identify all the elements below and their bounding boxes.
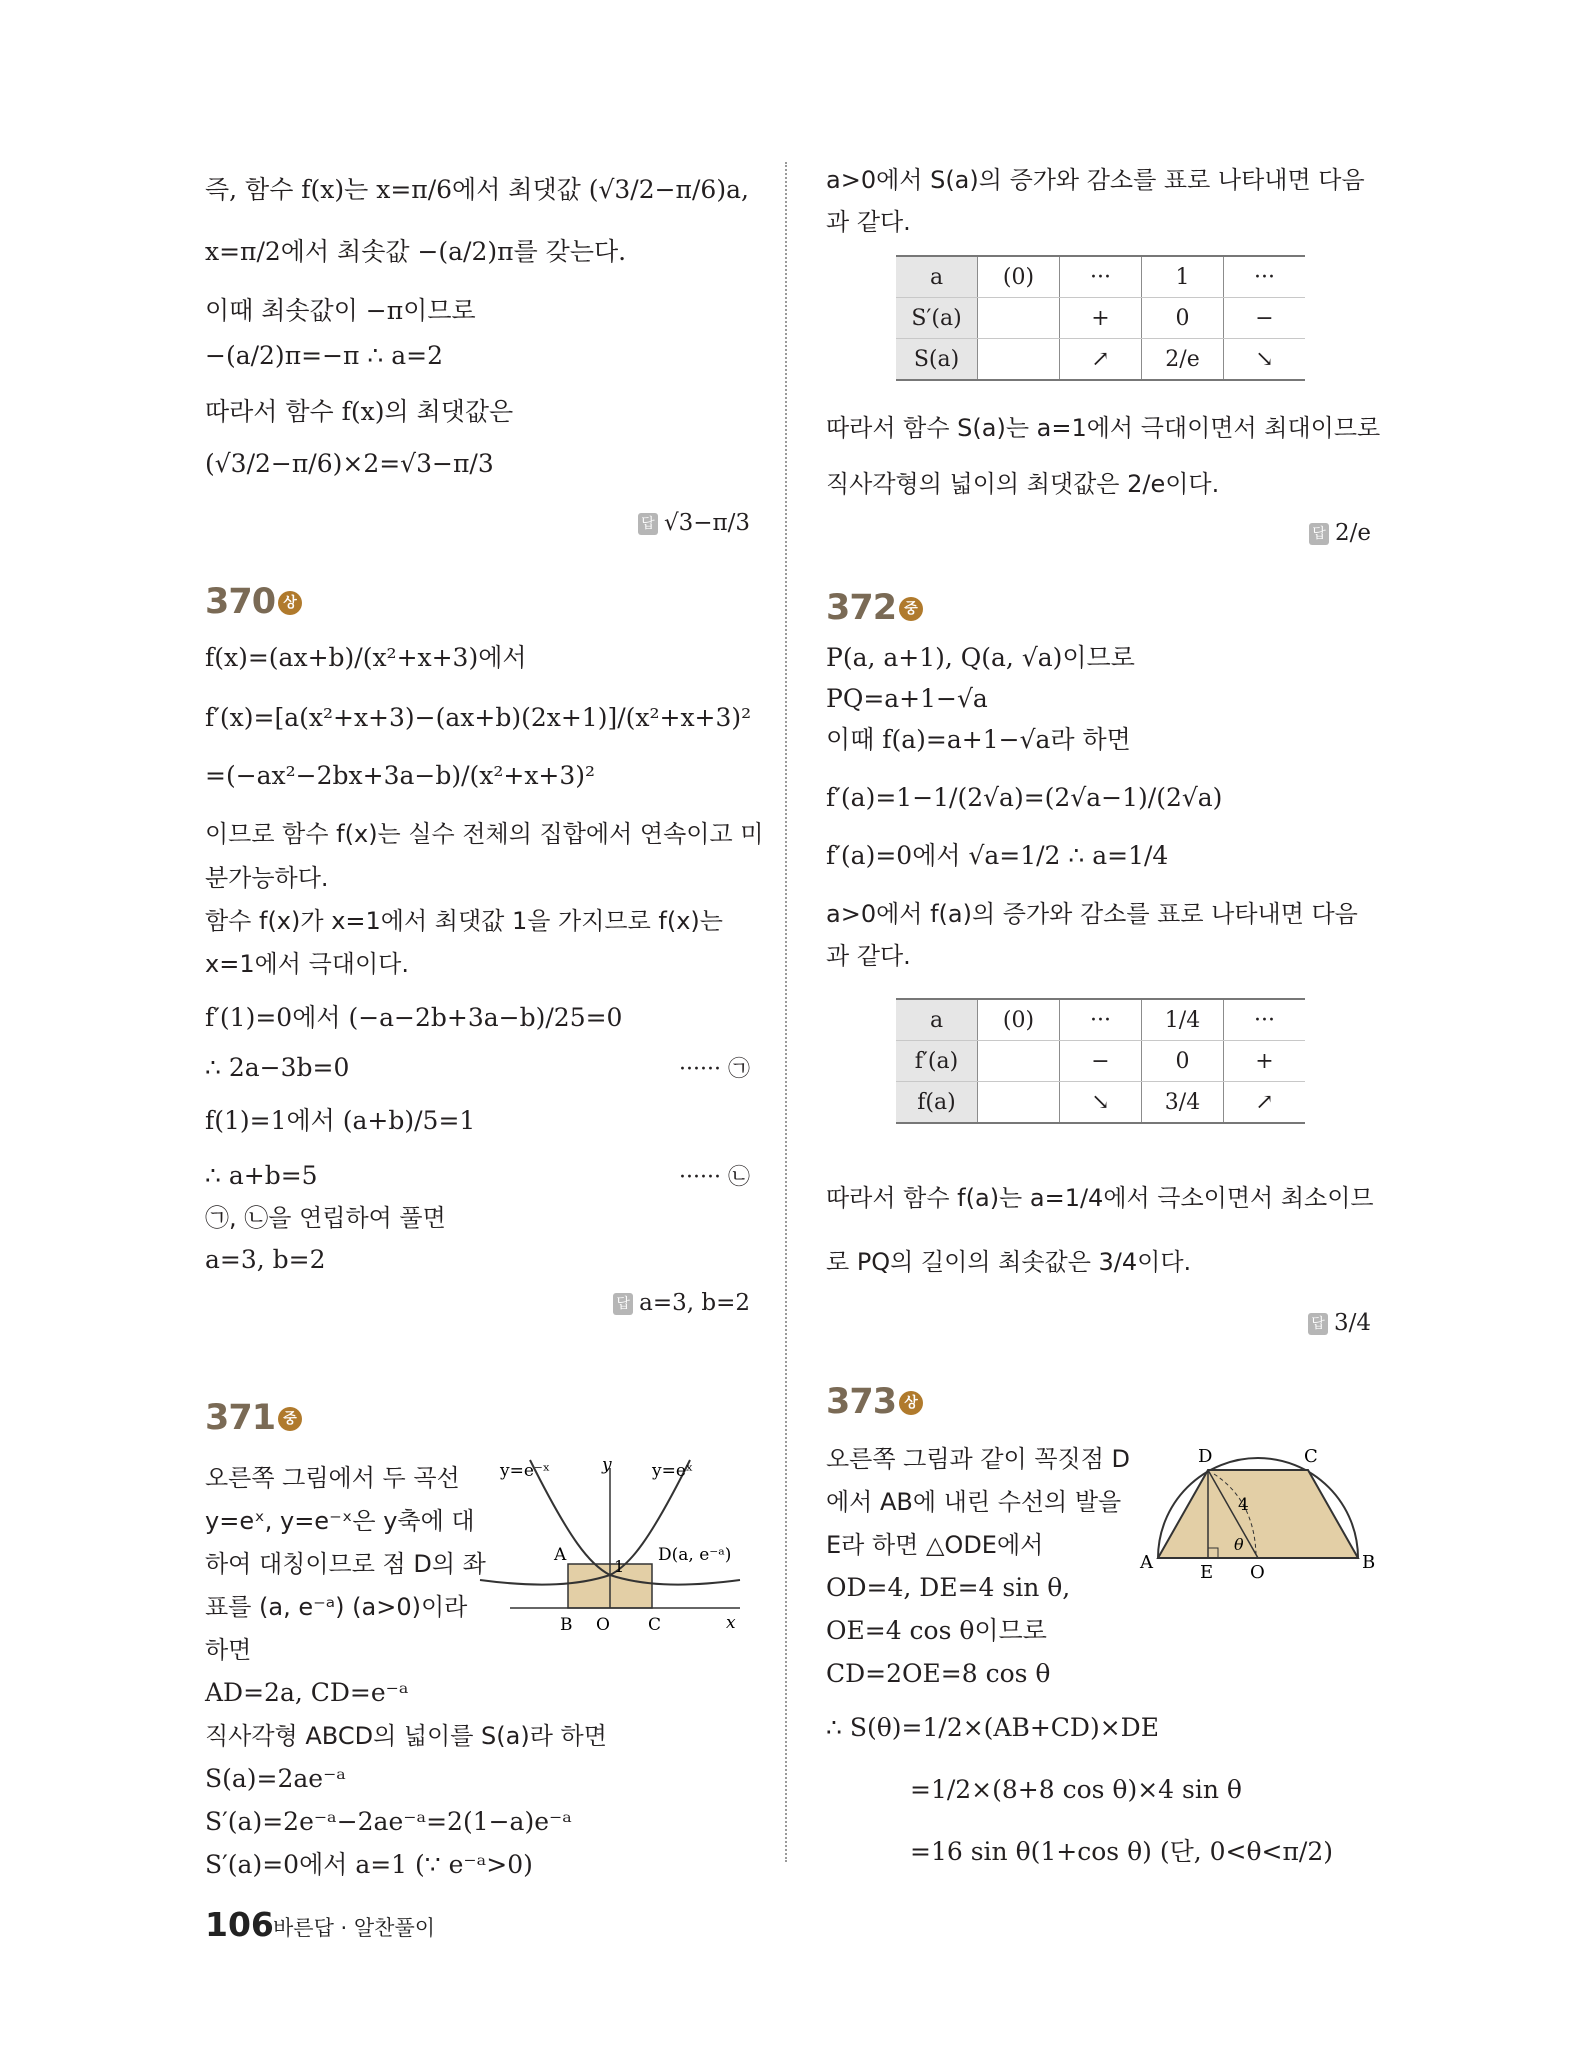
text-line: =(−ax²−2bx+3a−b)/(x²+x+3)² [205,761,596,790]
text-line: 따라서 함수 S(a)는 a=1에서 극대이면서 최대이므로 [826,414,1381,442]
page-number: 106 [205,1905,274,1944]
text-line: S′(a)=0에서 a=1 (∵ e⁻ᵃ>0) [205,1850,533,1879]
table-cell: ··· [1060,999,1142,1041]
text-line: 오른쪽 그림에서 두 곡선 [205,1464,460,1492]
table-row [896,1082,1305,1124]
table-cell: ↘ [1224,339,1306,381]
text-line: OD=4, DE=4 sin θ, [826,1573,1071,1602]
text-line: x=π/2에서 최솟값 −(a/2)π를 갖는다. [205,237,627,266]
table-cell: 0 [1142,1041,1224,1082]
text-line: 이때 최솟값이 −π이므로 [205,296,476,325]
text-line: 직사각형 ABCD의 넓이를 S(a)라 하면 [205,1722,607,1750]
answer-badge-icon: 답 [638,513,658,535]
label-b: B [1362,1552,1376,1573]
trapezoid-abcd [1158,1470,1358,1558]
text-line: 에서 AB에 내린 수선의 발을 [826,1488,1122,1516]
label-e: E [1200,1562,1214,1583]
table-cell [978,298,1060,339]
text-line: 이므로 함수 f(x)는 실수 전체의 집합에서 연속이고 미 [205,820,764,848]
table-cell: + [1224,1041,1306,1082]
table-row [896,339,1305,381]
label-c: C [648,1615,662,1635]
table-cell: 1/4 [1142,999,1224,1041]
text-line: a=3, b=2 [205,1245,326,1274]
variation-table-f [896,998,1305,1124]
text-line: (√3/2−π/6)×2=√3−π/3 [205,449,494,478]
text-line: =16 sin θ(1+cos θ) (단, 0<θ<π/2) [910,1837,1333,1866]
text-line: CD=2OE=8 cos θ [826,1659,1051,1688]
table-cell: − [1224,298,1306,339]
text-line: a>0에서 S(a)의 증가와 감소를 표로 나타내면 다음 [826,166,1365,194]
equation-tag: ······ ㉡ [679,1165,750,1190]
label-o: O [596,1615,610,1635]
problem-number-370 [205,582,302,622]
table-row [896,256,1305,298]
table-cell: ··· [1224,999,1306,1041]
column-divider [785,162,787,1862]
table-cell: ↗ [1224,1082,1306,1124]
text-line: AD=2a, CD=e⁻ᵃ [205,1678,409,1707]
text-line: 표를 (a, e⁻ᵃ) (a>0)이라 [205,1593,468,1621]
text-line: =1/2×(8+8 cos θ)×4 sin θ [910,1775,1242,1804]
table-cell: 0 [1142,298,1224,339]
exponential-curves-figure [500,1450,750,1635]
label-c: C [1304,1446,1318,1467]
answer-line [1309,520,1371,546]
label-theta: θ [1234,1535,1244,1554]
page-footer: 바른답 · 알찬풀이 [273,1916,436,1940]
text-line: −(a/2)π=−π ∴ a=2 [205,341,444,370]
text-line: 따라서 함수 f(x)의 최댓값은 [205,397,514,426]
text-line: 이때 f(a)=a+1−√a라 하면 [826,725,1131,754]
semicircle-trapezoid-figure [1136,1430,1376,1583]
text-line: S(a)=2ae⁻ᵃ [205,1764,346,1793]
difficulty-badge-icon: 상 [278,591,302,615]
table-cell [978,1041,1060,1082]
text-line: ∴ S(θ)=1/2×(AB+CD)×DE [826,1713,1159,1742]
label-four: 4 [1238,1495,1249,1515]
table-cell: ··· [1060,256,1142,298]
answer-value: a=3, b=2 [639,1290,750,1316]
table-cell: a [896,999,978,1041]
equation-tag: ······ ㉠ [679,1057,750,1082]
table-cell: ↗ [1060,339,1142,381]
table-row [896,999,1305,1041]
text-line: 함수 f(x)가 x=1에서 최댓값 1을 가지므로 f(x)는 [205,907,723,935]
answer-badge-icon: 답 [613,1293,633,1315]
table-cell: 3/4 [1142,1082,1224,1124]
table-cell: 2/e [1142,339,1224,381]
answer-value: 3/4 [1333,1310,1371,1336]
text-line: 분가능하다. [205,864,329,892]
text-line: 따라서 함수 f(a)는 a=1/4에서 극소이면서 최소이므 [826,1184,1374,1212]
text-line: a>0에서 f(a)의 증가와 감소를 표로 나타내면 다음 [826,900,1358,928]
label-y-e-x: y=eˣ [652,1461,694,1481]
problem-number-371 [205,1398,302,1438]
text-line: 오른쪽 그림과 같이 꼭짓점 D [826,1445,1131,1473]
answer-value: √3−π/3 [663,510,750,536]
text-line: ∴ 2a−3b=0 [205,1053,350,1082]
text-line: PQ=a+1−√a [826,684,988,713]
table-cell: (0) [978,256,1060,298]
label-o: O [1250,1562,1265,1583]
table-row [896,1041,1305,1082]
label-y-axis: y [602,1455,612,1475]
text-line: 직사각형의 넓이의 최댓값은 2/e이다. [826,470,1220,498]
answer-value: 2/e [1335,520,1371,546]
text-line: f′(x)=[a(x²+x+3)−(ax+b)(2x+1)]/(x²+x+3)² [205,703,752,732]
text-line: S′(a)=2e⁻ᵃ−2ae⁻ᵃ=2(1−a)e⁻ᵃ [205,1807,572,1836]
table-cell: f′(a) [896,1041,978,1082]
answer-line [613,1290,750,1316]
text-line: E라 하면 △ODE에서 [826,1531,1044,1559]
table-cell: − [1060,1041,1142,1082]
problem-number: 370 [205,582,276,622]
table-cell: ··· [1224,256,1306,298]
problem-number: 373 [826,1382,897,1422]
text-line: P(a, a+1), Q(a, √a)이므로 [826,643,1135,672]
text-line: f′(a)=1−1/(2√a)=(2√a−1)/(2√a) [826,783,1223,812]
label-x-axis: x [726,1613,736,1633]
answer-line [638,510,750,536]
text-line: f(x)=(ax+b)/(x²+x+3)에서 [205,643,527,672]
table-cell: ↘ [1060,1082,1142,1124]
problem-number: 372 [826,588,897,628]
answer-line [1308,1310,1371,1336]
table-cell [978,1082,1060,1124]
text-line: x=1에서 극대이다. [205,950,409,978]
answer-badge-icon: 답 [1309,523,1329,545]
label-b: B [560,1615,573,1635]
label-d: D [1198,1446,1213,1467]
text-line: OE=4 cos θ이므로 [826,1616,1047,1645]
table-cell: 1 [1142,256,1224,298]
answer-badge-icon: 답 [1308,1313,1328,1335]
text-line: f′(1)=0에서 (−a−2b+3a−b)/25=0 [205,1003,623,1032]
label-y-e-neg-x: y=e⁻ˣ [500,1461,551,1481]
text-line: f′(a)=0에서 √a=1/2 ∴ a=1/4 [826,841,1169,870]
label-d: D(a, e⁻ᵃ) [658,1545,732,1565]
variation-table-s [896,255,1305,381]
label-one: 1 [614,1557,625,1576]
text-line: 로 PQ의 길이의 최솟값은 3/4이다. [826,1248,1192,1276]
table-cell: + [1060,298,1142,339]
label-a: A [1140,1552,1153,1573]
table-cell: f(a) [896,1082,978,1124]
label-a: A [554,1545,567,1565]
text-line: 즉, 함수 f(x)는 x=π/6에서 최댓값 (√3/2−π/6)a, [205,175,749,204]
text-line: ∴ a+b=5 [205,1161,318,1190]
table-cell: S′(a) [896,298,978,339]
table-row [896,298,1305,339]
text-line: 하면 [205,1636,252,1664]
text-line: ㉠, ㉡을 연립하여 풀면 [205,1204,446,1232]
text-line: 하여 대칭이므로 점 D의 좌 [205,1550,486,1578]
table-cell [978,339,1060,381]
difficulty-badge-icon: 중 [278,1407,302,1431]
text-line: y=eˣ, y=e⁻ˣ은 y축에 대 [205,1507,475,1535]
text-line: 과 같다. [826,942,911,970]
problem-number-372 [826,588,923,628]
text-line: f(1)=1에서 (a+b)/5=1 [205,1106,476,1135]
problem-number-373 [826,1382,923,1422]
problem-number: 371 [205,1398,276,1438]
table-cell: (0) [978,999,1060,1041]
table-cell: S(a) [896,339,978,381]
difficulty-badge-icon: 상 [899,1391,923,1415]
difficulty-badge-icon: 중 [899,597,923,621]
table-cell: a [896,256,978,298]
text-line: 과 같다. [826,208,911,236]
